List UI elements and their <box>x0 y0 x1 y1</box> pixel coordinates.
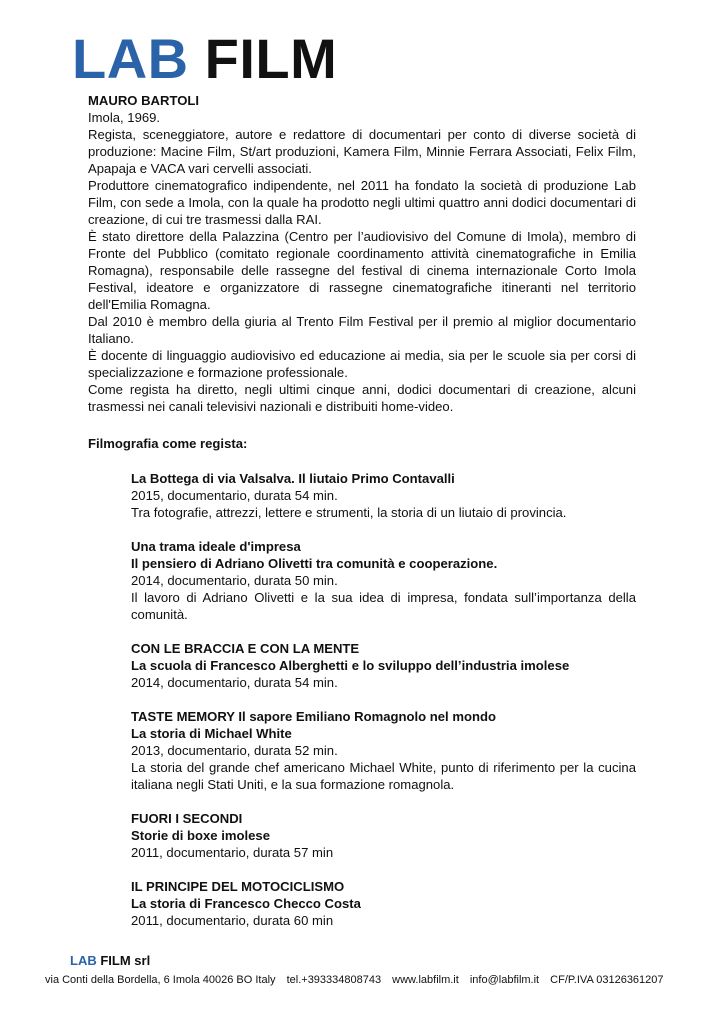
film-meta: 2011, documentario, durata 60 min <box>131 913 334 928</box>
film-subtitle: La scuola di Francesco Alberghetti e lo sviluppo dell’industria imolese <box>131 658 570 673</box>
footer-address: via Conti della Bordella, 6 Imola 40026 BO Italy <box>45 974 276 986</box>
film-title: IL PRINCIPE DEL MOTOCICLISMO <box>131 879 345 894</box>
filmography-heading: Filmografia come regista: <box>88 436 248 451</box>
film-description: La storia del grande chef americano Michael White, punto di riferimento per la cucina italiana negli Stati Uniti, e la sua formazione romagnola. <box>131 760 636 792</box>
film-description: Tra fotografie, attrezzi, lettere e strumenti, la storia di un liutaio di provincia. <box>131 505 567 520</box>
film-meta: 2011, documentario, durata 57 min <box>131 845 334 860</box>
logo-film: FILM <box>204 27 338 90</box>
film-entry <box>131 708 636 793</box>
bio-paragraph: Imola, 1969. <box>88 110 161 125</box>
film-meta: 2015, documentario, durata 54 min. <box>131 488 338 503</box>
footer-phone: tel.+393334808743 <box>286 974 382 986</box>
footer-email: info@labfilm.it <box>469 974 540 986</box>
footer-website: www.labfilm.it <box>392 974 459 986</box>
film-entry <box>131 470 636 521</box>
film-title: Una trama ideale d'impresa <box>131 539 301 554</box>
bio-paragraph: Produttore cinematografico indipendente, nel 2011 ha fondato la società di produzione Lab Film, con sede a Imola, con la quale ha prodotto negli ultimi quattro anni dodici documentari di creazione, di cui tre trasmessi dalla RAI. <box>88 178 636 227</box>
film-subtitle: Il pensiero di Adriano Olivetti tra comunità e cooperazione. <box>131 556 498 571</box>
film-entry <box>131 878 636 929</box>
footer-brand <box>70 953 150 968</box>
bio-paragraph: È stato direttore della Palazzina (Centro per l’audiovisivo del Comune di Imola), membro di Fronte del Pubblico (comitato regionale coordinamento attività cinematografiche in Emilia Romagna), responsabile delle rassegne del festival di cinema internazionale Corto Imola Festival, ideatore e organizzatore di rassegne cinematografiche itineranti nel territorio dell'Emilia Romagna. <box>88 229 636 312</box>
film-subtitle: La storia di Michael White <box>131 726 292 741</box>
bio-paragraph: Come regista ha diretto, negli ultimi cinque anni, dodici documentari di creazione, alcuni trasmessi nei canali televisivi nazionali e distribuiti home-video. <box>88 382 636 414</box>
film-entry <box>131 640 636 691</box>
footer-brand-lab: LAB <box>70 953 97 968</box>
film-meta: 2013, documentario, durata 52 min. <box>131 743 338 758</box>
footer-brand-rest: FILM srl <box>100 953 151 968</box>
bio-paragraph: È docente di linguaggio audiovisivo ed educazione ai media, sia per le scuole sia per corsi di specializzazione e formazione professionale. <box>88 348 636 380</box>
bio-paragraph: Dal 2010 è membro della giuria al Trento Film Festival per il premio al miglior documentario Italiano. <box>88 314 636 346</box>
film-entry <box>131 538 636 623</box>
director-name: MAURO BARTOLI <box>88 93 200 108</box>
footer-contact-line <box>45 974 685 986</box>
film-title: TASTE MEMORY Il sapore Emiliano Romagnolo nel mondo <box>131 709 496 724</box>
bio-paragraph: Regista, sceneggiatore, autore e redattore di documentari per conto di diverse società di produzione: Macine Film, St/art produzioni, Kamera Film, Minnie Ferrara Associati, Felix Film, Apapaja e VACA vari cervelli associati. <box>88 127 636 176</box>
filmography-list <box>88 470 636 929</box>
film-description: Il lavoro di Adriano Olivetti e la sua idea di impresa, fondata sull’importanza della comunità. <box>131 590 636 622</box>
film-title: FUORI I SECONDI <box>131 811 243 826</box>
film-meta: 2014, documentario, durata 54 min. <box>131 675 338 690</box>
document-body <box>88 92 636 946</box>
film-title: CON LE BRACCIA E CON LA MENTE <box>131 641 360 656</box>
company-logo <box>72 28 337 90</box>
film-subtitle: Storie di boxe imolese <box>131 828 270 843</box>
footer-vat: CF/P.IVA 03126361207 <box>550 974 664 986</box>
logo-lab: LAB <box>72 27 189 90</box>
film-entry <box>131 810 636 861</box>
film-meta: 2014, documentario, durata 50 min. <box>131 573 338 588</box>
film-title: La Bottega di via Valsalva. Il liutaio Primo Contavalli <box>131 471 455 486</box>
film-subtitle: La storia di Francesco Checco Costa <box>131 896 361 911</box>
